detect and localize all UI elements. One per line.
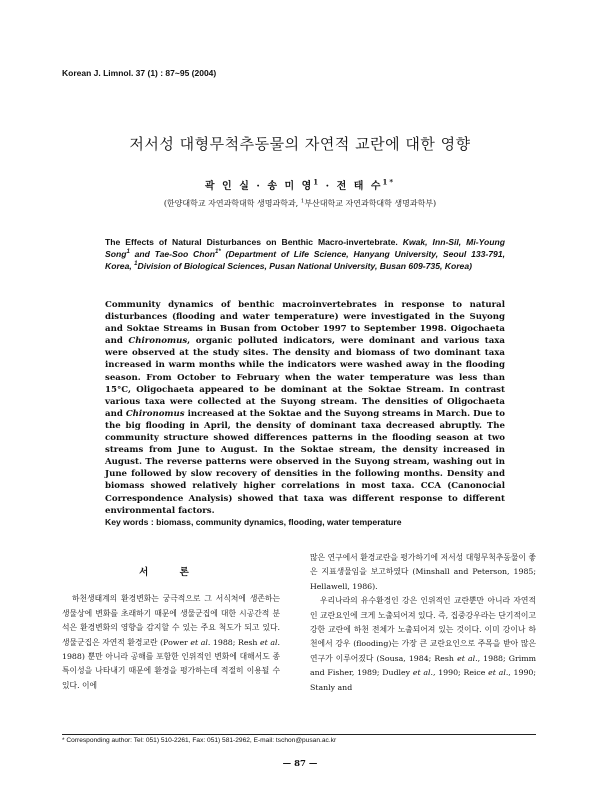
taxon-italic: Chironomus: [125, 408, 185, 419]
english-title: The Effects of Natural Disturbances on Benthic Macro-invertebrate.: [105, 237, 398, 247]
author-3: 전 태 수: [336, 181, 383, 192]
section-heading-introduction: 서 론: [139, 567, 203, 578]
body-paragraph: 우리나라의 유수환경인 강은 인위적인 교란뿐만 아니라 자연적인 교란요인에 크게 노출되어져 있다. 즉, 집중강우라는 단기적이고 강한 교란에 하천 전체가 노출되어져 있는 것이다. 이미 강이나 하천에서 강우 (flooding)는 가장 큰 교란요인으로 주목을 받아 많은 연구가 이루어졌다 (Sousa, 1984; Resh et al., 1988; Grimm and Fisher, 1989; Dudley et al., 1990; Reice et al., 1990; Stanly and: [310, 596, 537, 692]
footnote-corresponding-author: * Corresponding author: Tel: 051) 510-2261, Fax: 051) 581-2962, E-mail: tschon@pusan.ac.kr: [62, 737, 337, 744]
author-1: 곽 인 실: [204, 181, 251, 192]
body-paragraph: 하천생태계의 환경변화는 궁극적으로 그 서식처에 생존하는 생물상에 변화를 초래하기 때문에 생물군집에 대한 시공간적 분석은 환경변화의 영향을 감지할 수 있는 주요 척도가 되고 있다. 생물군집은 자연적 환경교란 (Power et al. 1988; Resh et al. 1988) 뿐만 아니라 공해를 포함한 인위적인 변화에 대해서도 종특이성을 나타내기 때문에 환경을 평가하는데 적절히 이용될 수 있다. 이에: [62, 594, 280, 690]
abstract: Community dynamics of benthic macroinvertebrates in response to natural disturbances (flooding and water temperature) were investigated in the Suyong and Soktae Streams in Busan from October 1997 to September 1998. Oigochaeta and Chironomus, organic polluted indicators, were dominant and various taxa were observed at the study sites. The density and biomass of two dominant taxa increased in warm months while the indicators were washed away in the flooding season. From October to February when the water temperature was less than 15°C, Oligochaeta appeared to be dominant at the Soktae Stream. In contrast various taxa were collected at the Suyong stream. The densities of Oligochaeta and Chironomus increased at the Soktae and the Suyong streams in March. Due to the big flooding in April, the density of dominant taxa decreased abruptly. The community structure showed differences patterns in the flooding season at two streams from June to August. In the Soktae stream, the density increased in August. The reverse patterns were observed in the Suyong stream, washing out in June followed by slow recovery of densities in the following months. Density and biomass showed relatively higher correlations in most taxa. CCA (Canonocial Correspondence Analysis) showed that taxa was different response to different environmental factors.: [105, 300, 505, 516]
authors-korean: [0, 177, 600, 192]
affiliation-mark: 1*: [382, 177, 396, 187]
title-korean: 저서성 대형무척추동물의 자연적 교란에 대한 영향: [129, 135, 471, 153]
footnote-rule: [62, 734, 536, 735]
body-paragraph: 많은 연구에서 환경교란을 평가하기에 저서성 대형무척추동물이 좋은 지표생물임을 보고하였다 (Minshall and Peterson, 1985; Hellawell, 1986).: [310, 553, 536, 591]
page-number: — 87 —: [282, 759, 318, 769]
taxon-italic: Chironomus: [128, 336, 188, 347]
title-english: [105, 236, 505, 272]
author-2: 송 미 영: [267, 181, 314, 192]
body-column-left: [62, 562, 280, 693]
affiliation-mark: 1: [313, 177, 321, 187]
affiliation-part: 부산대학교 자연과학대학 생명과학부): [304, 199, 437, 208]
author-separator: ·: [325, 181, 332, 192]
affiliation-part: (한양대학교 자연과학대학 생명과학과,: [163, 199, 299, 208]
journal-citation: Korean J. Limnol. 37 (1) : 87~95 (2004): [62, 68, 217, 78]
affiliation-mark: 1: [300, 198, 305, 205]
author-separator: ·: [256, 181, 262, 192]
affiliation-korean: [0, 198, 600, 209]
english-authors: Kwak, Inn-Sil, Mi-Young Song$^1$ and Tae-Soo Chon$^{1*}$ (Department of Life Science, Hanyang University, Seoul 133-791, Korea, $^1$Division of Biological Sciences, Pusan National University, Busan 609-735, Korea): [105, 237, 506, 271]
keywords: Key words : biomass, community dynamics, flooding, water temperature: [105, 517, 402, 527]
body-column-right: [310, 551, 536, 695]
